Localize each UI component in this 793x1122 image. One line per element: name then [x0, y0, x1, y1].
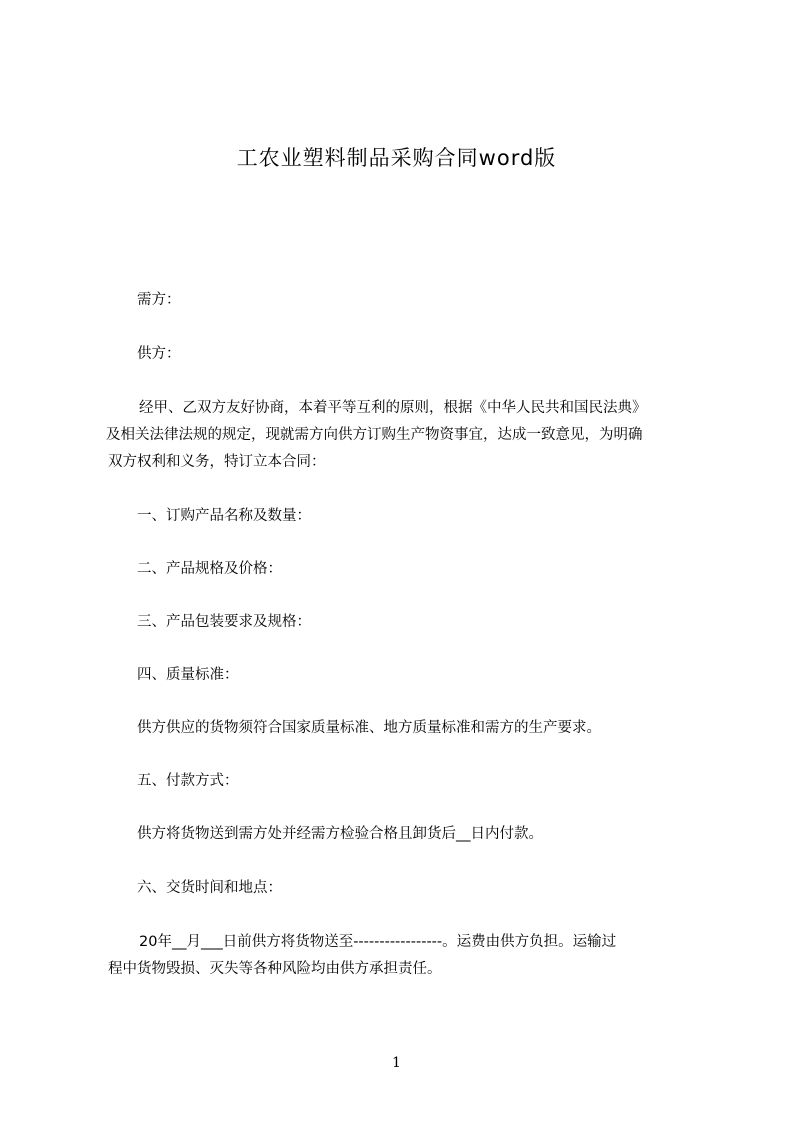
supplier-label: 供方：: [137, 346, 181, 362]
section-heading-3: 三、产品包装要求及规格：: [137, 614, 311, 630]
document-title: 工农业塑料制品采购合同word版: [236, 146, 557, 170]
section-heading-1: 一、订购产品名称及数量：: [137, 508, 311, 524]
section-heading-4: 四、质量标准：: [137, 667, 239, 683]
intro-paragraph-line-3: 双方权利和义务，特订立本合同：: [108, 454, 326, 470]
section-6-body-line-2: 程中货物毁损、灭失等各种风险均由供方承担责任。: [108, 961, 442, 977]
section-heading-5: 五、付款方式：: [137, 773, 239, 789]
page-number: 1: [392, 1055, 401, 1071]
intro-paragraph-line-2: 及相关法律法规的规定，现就需方向供方订购生产物资事宜，达成一致意见，为明确: [106, 427, 643, 443]
section-4-body: 供方供应的货物须符合国家质量标准、地方质量标准和需方的生产要求。: [137, 720, 601, 736]
intro-paragraph-line-1: 经甲、乙双方友好协商，本着平等互利的原则，根据《中华人民共和国民法典》: [139, 400, 647, 416]
section-6-body-line-1: 20年__月___日前供方将货物送至-----------------。运费由供方负担。运输过: [139, 934, 617, 950]
section-heading-2: 二、产品规格及价格：: [137, 561, 282, 577]
buyer-label: 需方：: [137, 292, 181, 308]
section-heading-6: 六、交货时间和地点：: [137, 880, 282, 896]
section-5-body: 供方将货物送到需方处并经需方检验合格且卸货后__日内付款。: [137, 826, 543, 842]
